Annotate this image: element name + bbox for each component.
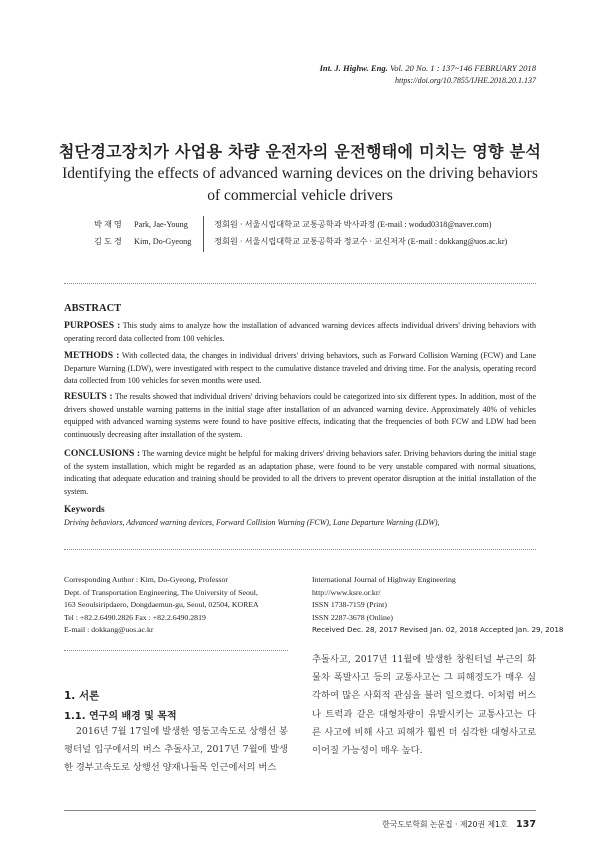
author-name-ko: 김 도 경 <box>94 237 122 246</box>
body-text-right: 추돌사고, 2017년 11월에 발생한 창원터널 부근의 화물차 폭발사고 등의 교통사고는 그 피해정도가 매우 심각하여 많은 사회적 관심을 불러 일으켰다. 이처럼 버스나 트럭과 같은 대형차량이 유발시키는 교통사고는 다른 사고에 비해 사고 피해가 훨씬 더 심각한 대형사고로 이어질 가능성이 매우 높다. <box>312 654 536 757</box>
author-name-ko: 박 재 영 <box>94 220 122 229</box>
footer-journal: 한국도로학회 논문집 · 제20권 제1호 <box>382 820 508 829</box>
article-dates: Received Dec. 28, 2017 Revised Jan. 02, 2018 Accepted Jan. 29, 2018 <box>312 625 564 635</box>
divider <box>64 283 536 284</box>
author-row <box>94 236 507 247</box>
body-text-left: 2016년 7월 17일에 발생한 영동고속도로 상행선 봉평터널 입구에서의 버스 추돌사고, 2017년 7월에 발생한 경부고속도로 상행선 양재나들목 인근에서의 버스 <box>64 726 288 774</box>
corresponding-author-info <box>64 574 259 637</box>
info-line: International Journal of Highway Engineering <box>312 575 456 584</box>
info-line: ISSN 2287-3678 (Online) <box>312 612 393 622</box>
purposes-text: This study aims to analyze how the installation of advanced warning devices affects individual drivers' driving behaviors with operating record data collected from 100 vehicles. <box>64 321 536 343</box>
methods-text: With collected data, the changes in individual drivers' driving behaviors, such as Forward Collision Warning (FCW) and Lane Departure Warning (LDW), were investigated with respect to the cumulative distance traveled and driving time. For the analysis, operating record data collected from 100 vehicles for seven months were used. <box>64 351 537 385</box>
journal-citation <box>320 63 536 73</box>
purposes-label: PURPOSES : <box>64 320 121 331</box>
author-name-en: Park, Jae-Young <box>134 220 188 229</box>
results-label: RESULTS : <box>64 391 113 402</box>
abstract-conclusions <box>64 448 536 498</box>
info-line: ISSN 1738-7159 (Print) <box>312 600 387 610</box>
author-row <box>94 219 492 230</box>
divider <box>64 650 288 651</box>
footer <box>382 819 536 830</box>
footer-rule <box>64 810 536 811</box>
conclusions-label: CONCLUSIONS : <box>64 448 141 459</box>
info-line: E-mail : dokkang@uos.ac.kr <box>64 625 154 635</box>
abstract-results <box>64 391 536 441</box>
divider <box>64 549 536 550</box>
author-affiliation: 정회원 · 서울시립대학교 교통공학과 정교수 · 교신저자 (E-mail : dokkang@uos.ac.kr) <box>214 237 508 246</box>
journal-info <box>312 574 563 637</box>
journal-issue: Vol. 20 No. 1 : 137~146 FEBRUARY 2018 <box>389 63 536 73</box>
section-heading: 1. 서론 <box>64 690 100 702</box>
page-number: 137 <box>515 819 536 830</box>
abstract-heading: ABSTRACT <box>64 303 122 314</box>
results-text: The results showed that individual drivers' driving behaviors could be categorized into six different types. In addition, most of the drivers showed unstable warning patterns in the initial stage after installation of an advanced warning device. Approximately 40% of vehicles equipped with advanced warning systems were found to have positive effects, indicating that the frequencies of both FCW and LDW had been continuously decreasing after installation of the system. <box>64 392 537 439</box>
title-korean: 첨단경고장치가 사업용 차량 운전자의 운전행태에 미치는 영향 분석 <box>58 142 542 161</box>
info-line: Tel : +82.2.6490.2826 Fax : +82.2.6490.2819 <box>64 612 206 622</box>
abstract-methods <box>64 350 536 388</box>
info-line: Dept. of Transportation Engineering, The University of Seoul, <box>64 587 258 597</box>
subsection-heading: 1.1. 연구의 배경 및 목적 <box>64 711 177 722</box>
title-english: Identifying the effects of advanced warning devices on the driving behaviors of commercial vehicle drivers <box>62 165 538 204</box>
journal-url[interactable]: http://www.ksre.or.kr/ <box>312 587 381 597</box>
conclusions-text: The warning device might be helpful for making drivers' driving behaviors safer. Driving behaviors during the initial stage of the system installation, which might be regarded as an adaptation phase, were found to be very unstable compared with normal situations, indicating that adequate education and training should be provided to all the drivers to prevent operator disruption at the initial installation of the system. <box>64 449 537 496</box>
keywords-heading: Keywords <box>64 505 105 515</box>
author-affiliation: 정회원 · 서울시립대학교 교통공학과 박사과정 (E-mail : wodud0318@naver.com) <box>214 220 492 229</box>
info-line: Corresponding Author : Kim, Do-Gyeong, Professor <box>64 575 228 584</box>
doi-link[interactable]: https://doi.org/10.7855/IJHE.2018.20.1.137 <box>394 76 536 85</box>
author-name-en: Kim, Do-Gyeong <box>134 237 192 246</box>
abstract-purposes <box>64 320 536 345</box>
keywords-list: Driving behaviors, Advanced warning devices, Forward Collision Warning (FCW), Lane Departure Warning (LDW), <box>64 518 440 527</box>
methods-label: METHODS : <box>64 350 120 361</box>
info-line: 163 Seoulsiripdaero, Dongdaemun-gu, Seoul, 02504, KOREA <box>64 600 259 610</box>
journal-name: Int. J. Highw. Eng. <box>319 63 388 73</box>
